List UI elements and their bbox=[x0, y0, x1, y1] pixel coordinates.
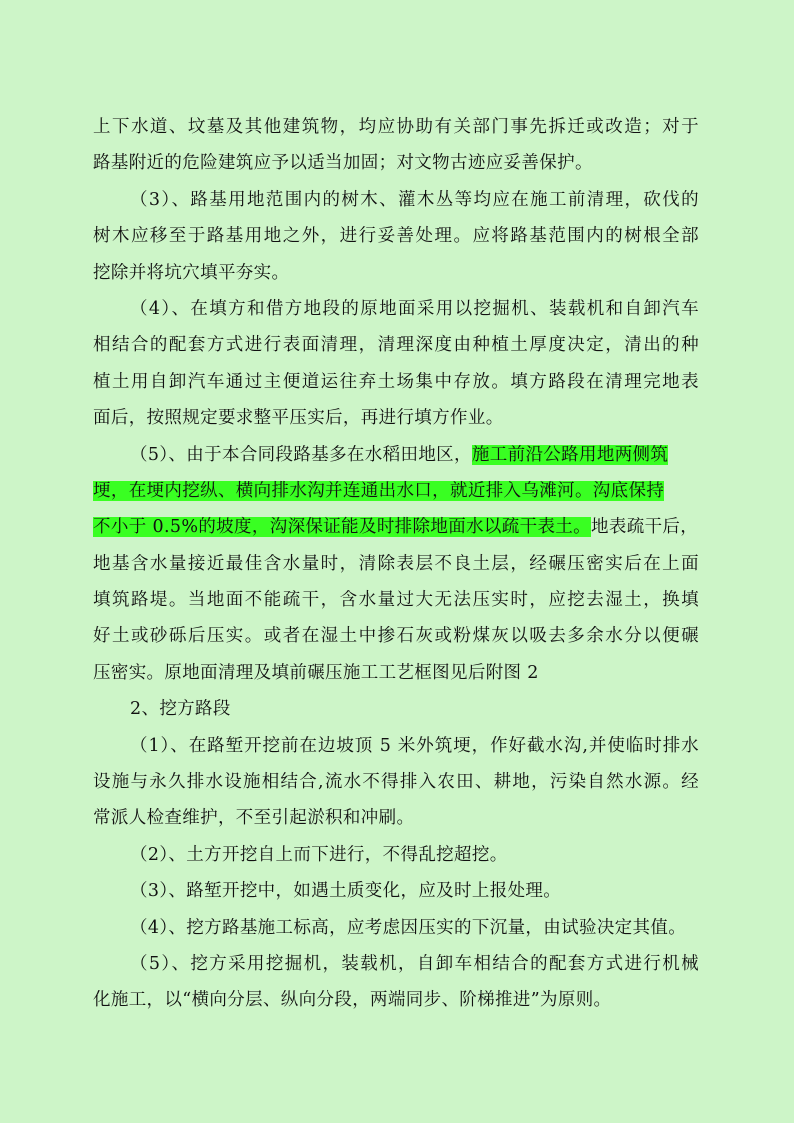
highlighted-text: 施工前沿公路用地两侧筑 bbox=[471, 444, 669, 465]
text-line: 地基含水量接近最佳含水量时，清除表层不良土层，经碾压密实后在上面 bbox=[93, 553, 699, 574]
text-line: 面后，按照规定要求整平压实后，再进行填方作业。 bbox=[93, 408, 504, 429]
text-line: 树木应移至于路基用地之外，进行妥善处理。应将路基范围内的树根全部 bbox=[93, 226, 699, 247]
text-line: （1）、在路堑开挖前在边坡顶 5 米外筑埂，作好截水沟,并使临时排水 bbox=[130, 735, 699, 756]
text-line: 设施与永久排水设施相结合,流水不得排入农田、耕地，污染自然水源。经 bbox=[93, 772, 699, 793]
text-line: （5）、挖方采用挖掘机，装载机，自卸车相结合的配套方式进行机械 bbox=[130, 953, 699, 974]
plain-text: （5）、由于本合同段路基多在水稻田地区， bbox=[130, 444, 472, 465]
text-line: （2）、土方开挖自上而下进行，不得乱挖超挖。 bbox=[130, 844, 508, 865]
text-line: 挖除并将坑穴填平夯实。 bbox=[93, 262, 290, 283]
text-line: 常派人检查维护，不至引起淤积和冲刷。 bbox=[93, 808, 415, 829]
text-line: （4）、挖方路基施工标高，应考虑因压实的下沉量，由试验决定其值。 bbox=[130, 917, 687, 938]
text-line: 上下水道、坟墓及其他建筑物，均应协助有关部门事先拆迁或改造；对于 bbox=[93, 117, 699, 137]
text-line: 化施工，以“横向分层、纵向分段，两端同步、阶梯推进”为原则。 bbox=[93, 990, 612, 1011]
text-line: 相结合的配套方式进行表面清理，清理深度由种植土厚度决定，清出的种 bbox=[93, 335, 699, 356]
text-line: 路基附近的危险建筑应予以适当加固；对文物古迹应妥善保护。 bbox=[93, 153, 593, 174]
text-line: 填筑路堤。当地面不能疏干，含水量过大无法压实时，应挖去湿土，换填 bbox=[93, 590, 699, 611]
text-line: 好土或砂砾后压实。或者在湿土中掺石灰或粉煤灰以吸去多余水分以便碾 bbox=[93, 626, 699, 647]
text-line: 压密实。原地面清理及填前碾压施工工艺框图见后附图 2 bbox=[93, 662, 539, 683]
text-line bbox=[93, 473, 699, 509]
text-line: （3）、路基用地范围内的树木、灌木丛等均应在施工前清理，砍伐的 bbox=[130, 189, 699, 210]
section-heading: 2、挖方路段 bbox=[130, 699, 231, 720]
text-line bbox=[93, 437, 699, 473]
text-line bbox=[93, 509, 699, 545]
text-line: （4）、在填方和借方地段的原地面采用以挖掘机、装载机和自卸汽车 bbox=[130, 298, 699, 319]
highlighted-text: 埂，在埂内挖纵、横向排水沟并连通出水口，就近排入乌滩河。沟底保持 bbox=[93, 480, 665, 501]
text-line: 植土用自卸汽车通过主便道运往弃土场集中存放。填方路段在清理完地表 bbox=[93, 371, 699, 392]
text-line: （3）、路堑开挖中，如遇土质变化，应及时上报处理。 bbox=[130, 881, 562, 902]
plain-text: 地表疏干后， bbox=[591, 517, 699, 538]
highlighted-text: 不小于 0.5%的坡度，沟深保证能及时排除地面水以疏干表土。 bbox=[93, 517, 592, 538]
